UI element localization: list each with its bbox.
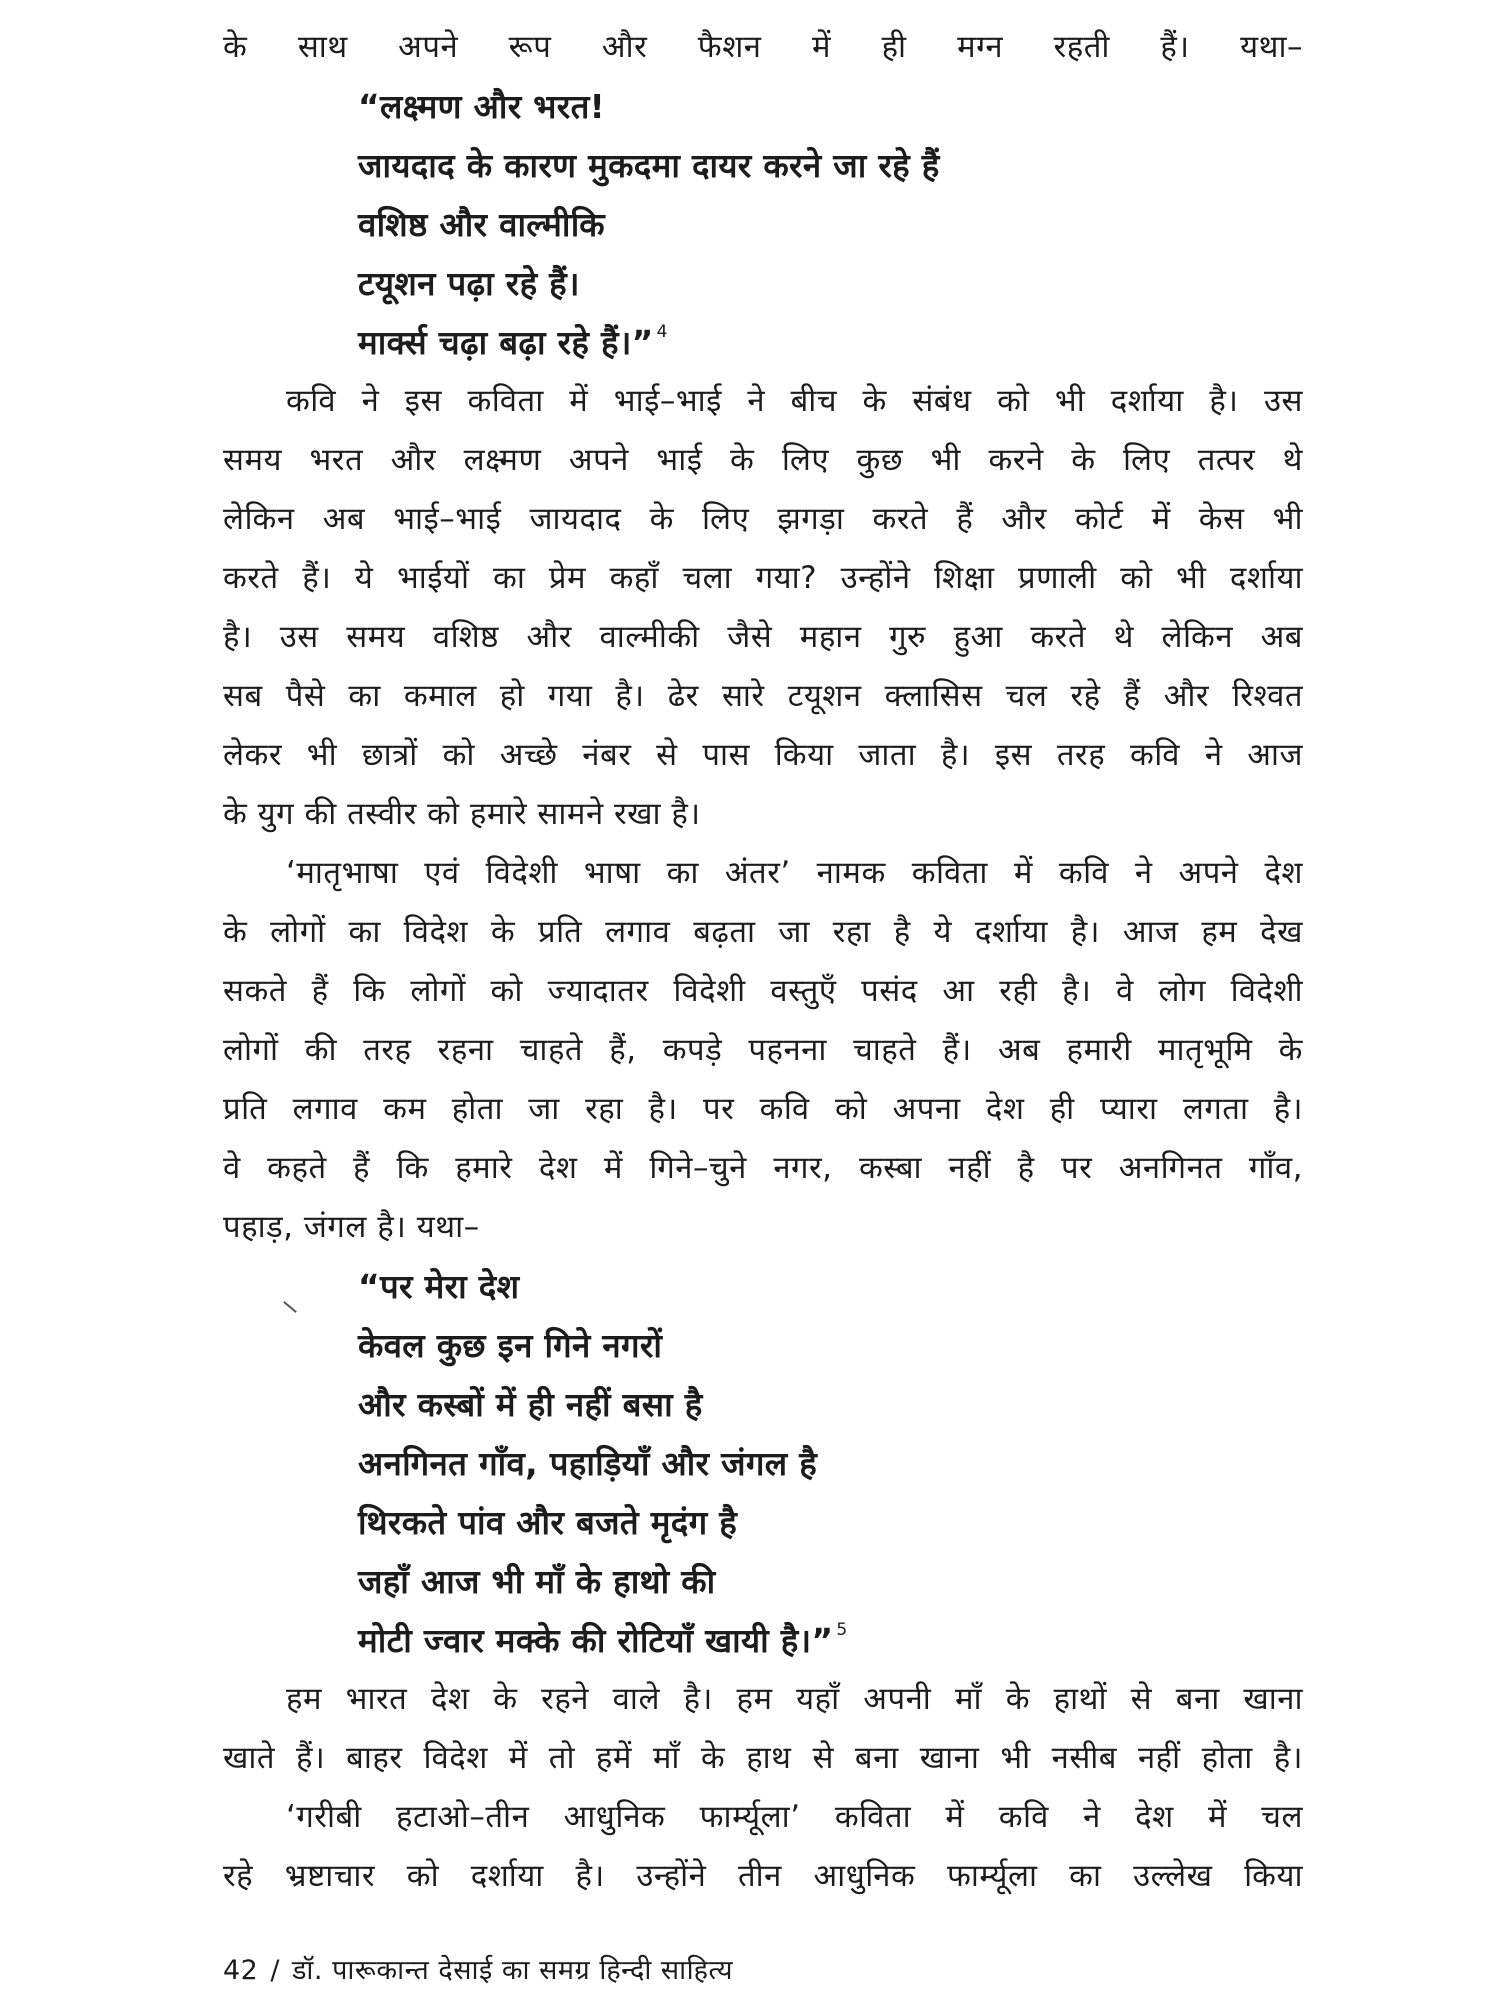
poem-1-line: जायदाद के कारण मुकदमा दायर करने जा रहे हैं: [358, 146, 940, 185]
book-title: डॉ. पारूकान्त देसाई का समग्र हिन्दी साहित्य: [291, 1955, 733, 1986]
poem-1-line: “लक्ष्मण और भरत!: [358, 87, 606, 126]
paragraph-line: हम भारत देश के रहने वाले है। हम यहाँ अपनी माँ के हाथों से बना खाना: [286, 1681, 1303, 1717]
poem-2-last-line: [223, 1611, 1303, 1670]
paragraph-line: है। उस समय वशिष्ठ और वाल्मीकी जैसे महान गुरु हुआ करते थे लेकिन अब: [223, 619, 1303, 655]
poem-2-line: केवल कुछ इन गिने नगरों: [358, 1326, 663, 1365]
poem-quote-1: [223, 77, 1303, 372]
poem-2-line-text: मोटी ज्वार मक्के की रोटियाँ खायी है।”: [358, 1621, 834, 1660]
paragraph-line: वे कहते हैं कि हमारे देश में गिने–चुने नगर, कस्बा नहीं है पर अनगिनत गाँव,: [223, 1150, 1303, 1186]
paragraph-line: रहे भ्रष्टाचार को दर्शाया है। उन्होंने तीन आधुनिक फार्म्यूला का उल्लेख किया: [223, 1858, 1303, 1894]
page-number: 42: [223, 1955, 259, 1986]
page-footer: [223, 1950, 733, 1987]
paragraph-line: करते हैं। ये भाईयों का प्रेम कहाँ चला गया? उन्होंने शिक्षा प्रणाली को भी दर्शाया: [223, 560, 1303, 596]
paragraph-2: [223, 844, 1303, 1257]
paragraph-line: पहाड़, जंगल है। यथा–: [223, 1209, 480, 1245]
poem-2-line: थिरकते पांव और बजते मृदंग है: [358, 1503, 738, 1542]
paragraph-line: के युग की तस्वीर को हमारे सामने रखा है।: [223, 796, 701, 832]
poem-quote-2: [223, 1257, 1303, 1670]
paragraph-line: लेकर भी छात्रों को अच्छे नंबर से पास किया जाता है। इस तरह कवि ने आज: [223, 737, 1303, 773]
poem-1-line: टयूशन पढ़ा रहे हैं।: [358, 264, 580, 303]
paragraph-top-line: के साथ अपने रूप और फैशन में ही मग्न रहती हैं। यथा–: [223, 29, 1303, 65]
paragraph-line: सब पैसे का कमाल हो गया है। ढेर सारे टयूशन क्लासिस चल रहे हैं और रिश्वत: [223, 678, 1303, 714]
footnote-ref-5: 5: [836, 1620, 848, 1640]
paragraph-line: खाते हैं। बाहर विदेश में तो हमें माँ के हाथ से बना खाना भी नसीब नहीं होता है।: [223, 1740, 1303, 1776]
poem-1-line-text: मार्क्स चढ़ा बढ़ा रहे हैं।”: [358, 323, 654, 362]
paragraph-line: ‘मातृभाषा एवं विदेशी भाषा का अंतर’ नामक कविता में कवि ने अपने देश: [286, 855, 1303, 891]
paragraph-line: के लोगों का विदेश के प्रति लगाव बढ़ता जा रहा है ये दर्शाया है। आज हम देख: [223, 914, 1303, 950]
page-body: [223, 18, 1303, 1906]
paragraph-line: कवि ने इस कविता में भाई–भाई ने बीच के संबंध को भी दर्शाया है। उस: [286, 383, 1303, 419]
paragraph-line: लेकिन अब भाई–भाई जायदाद के लिए झगड़ा करते हैं और कोर्ट में केस भी: [223, 501, 1303, 537]
poem-2-line: अनगिनत गाँव, पहाड़ियाँ और जंगल है: [358, 1444, 818, 1483]
poem-1-last-line: [223, 313, 1303, 372]
paragraph-line: समय भरत और लक्ष्मण अपने भाई के लिए कुछ भी करने के लिए तत्पर थे: [223, 442, 1303, 478]
paragraph-4: [223, 1788, 1303, 1906]
paragraph-line: लोगों की तरह रहना चाहते हैं, कपड़े पहनना चाहते हैं। अब हमारी मातृभूमि के: [223, 1032, 1303, 1068]
paragraph-line: सकते हैं कि लोगों को ज्यादातर विदेशी वस्तुएँ पसंद आ रही है। वे लोग विदेशी: [223, 973, 1303, 1009]
poem-2-line: “पर मेरा देश: [358, 1267, 520, 1306]
footer-separator: /: [270, 1955, 280, 1986]
poem-2-line: जहाँ आज भी माँ के हाथो की: [358, 1562, 716, 1601]
paragraph-3: [223, 1670, 1303, 1788]
paragraph-line: प्रति लगाव कम होता जा रहा है। पर कवि को अपना देश ही प्यारा लगता है।: [223, 1091, 1303, 1127]
poem-1-line: वशिष्ठ और वाल्मीकि: [358, 205, 605, 244]
paragraph-1: [223, 372, 1303, 844]
footnote-ref-4: 4: [656, 322, 668, 342]
paragraph-line: ‘गरीबी हटाओ–तीन आधुनिक फार्म्यूला’ कविता में कवि ने देश में चल: [286, 1799, 1303, 1835]
poem-2-line: और कस्बों में ही नहीं बसा है: [358, 1385, 703, 1424]
